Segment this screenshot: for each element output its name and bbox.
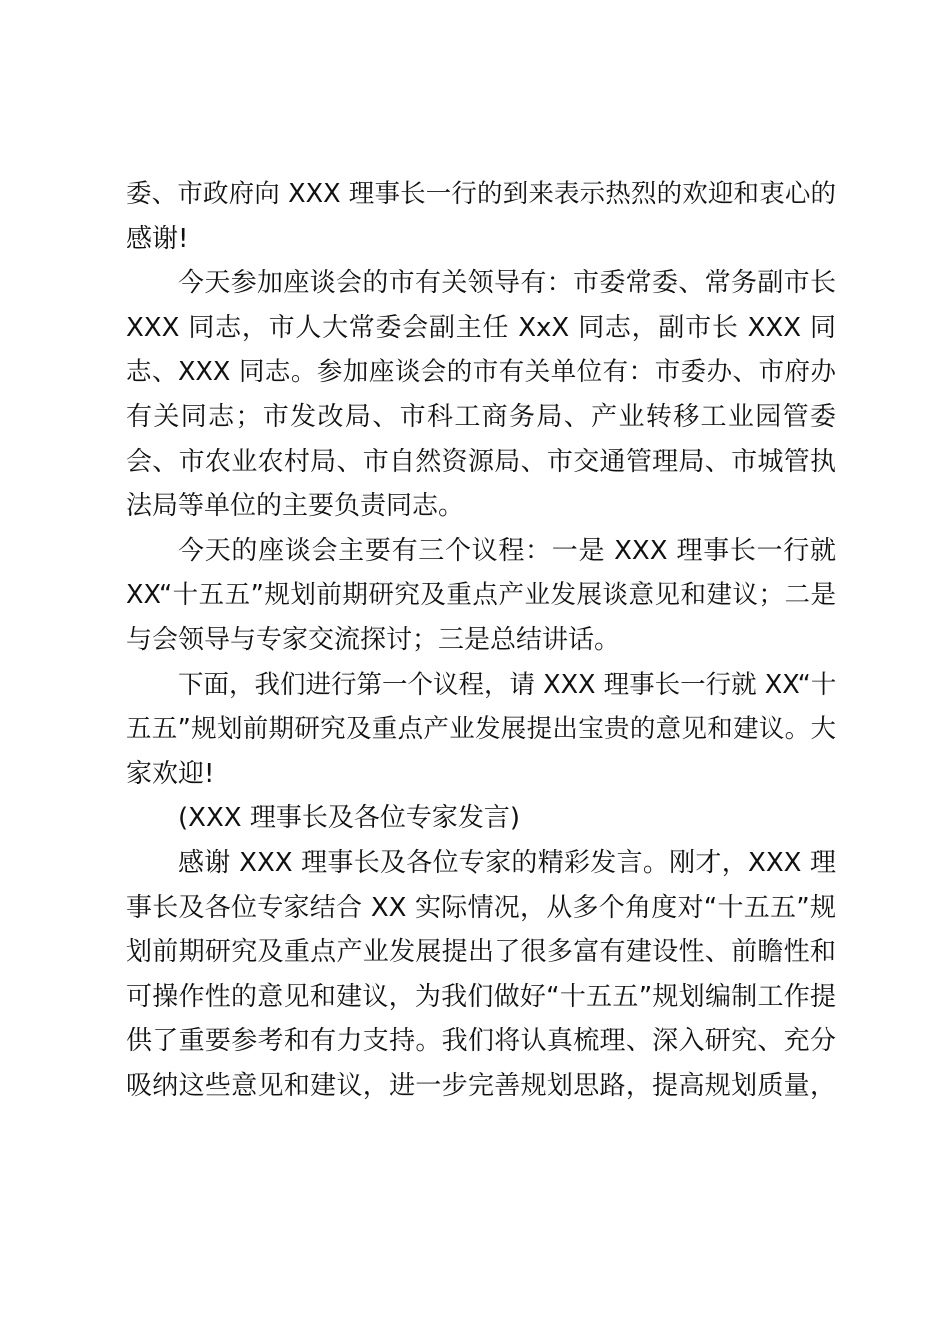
text-line: 供了重要参考和有力支持。我们将认真梳理、深入研究、充分 <box>126 1026 836 1057</box>
text-line: 事长及各位专家结合 XX 实际情况，从多个角度对“十五五”规 <box>126 892 836 923</box>
text-line: 感谢 XXX 理事长及各位专家的精彩发言。刚才，XXX 理 <box>178 847 836 878</box>
text-line: (XXX 理事长及各位专家发言) <box>178 803 520 834</box>
text-line: 会、市农业农村局、市自然资源局、市交通管理局、市城管执 <box>126 446 836 477</box>
text-line: 吸纳这些意见和建议，进一步完善规划思路，提高规划质量， <box>126 1070 836 1101</box>
text-line: 委、市政府向 XXX 理事长一行的到来表示热烈的欢迎和衷心的 <box>126 179 836 209</box>
text-line: 下面，我们进行第一个议程，请 XXX 理事长一行就 XX“十 <box>178 669 837 700</box>
document-body <box>126 172 836 1108</box>
text-line: 与会领导与专家交流探讨；三是总结讲话。 <box>126 624 621 655</box>
text-line: 五五”规划前期研究及重点产业发展提出宝贵的意见和建议。大 <box>126 714 836 745</box>
text-line: 今天的座谈会主要有三个议程：一是 XXX 理事长一行就 <box>178 535 836 566</box>
text-line: 今天参加座谈会的市有关领导有：市委常委、常务副市长 <box>178 268 836 299</box>
text-line: 家欢迎! <box>126 758 215 789</box>
text-line: XX“十五五”规划前期研究及重点产业发展谈意见和建议；二是 <box>126 580 836 611</box>
text-line: 可操作性的意见和建议，为我们做好“十五五”规划编制工作提 <box>126 981 836 1012</box>
text-line: 划前期研究及重点产业发展提出了很多富有建设性、前瞻性和 <box>126 937 836 968</box>
text-line: 感谢! <box>126 223 189 254</box>
text-line: 志、XXX 同志。参加座谈会的市有关单位有：市委办、市府办 <box>126 357 836 388</box>
text-line: XXX 同志，市人大常委会副主任 XxX 同志，副市长 XXX 同 <box>126 312 836 343</box>
text-line: 有关同志；市发改局、市科工商务局、产业转移工业园管委 <box>126 401 836 432</box>
text-line: 法局等单位的主要负责同志。 <box>126 491 465 522</box>
